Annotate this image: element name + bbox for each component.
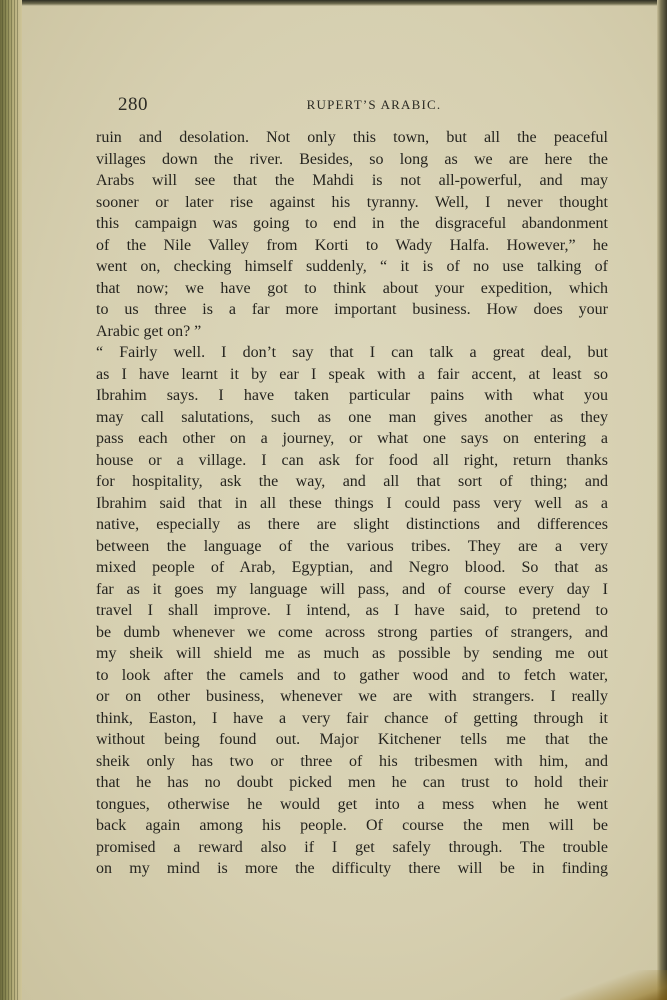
text-line: travel I shall improve. I intend, as I have said, to pretend to <box>96 602 608 619</box>
text-line: tongues, otherwise he would get into a mess when he went <box>96 795 608 813</box>
running-title: RUPERT’S ARABIC. <box>306 97 442 112</box>
binding-texture <box>2 0 18 1000</box>
running-head <box>118 94 630 118</box>
text-line: mixed people of Arab, Egyptian, and Negro blood. So that as <box>96 559 608 576</box>
text-line: this campaign was going to end in the disgraceful abandonment <box>96 215 608 232</box>
page-number: 280 <box>118 94 148 115</box>
text-line: went on, checking himself suddenly, “ it is of no use talking of <box>96 258 608 275</box>
text-line: Arabic get on? ” <box>96 322 202 340</box>
text-line: between the language of the various tribes. They are a very <box>96 537 608 555</box>
text-line: that now; we have got to think about your expedition, which <box>96 279 608 297</box>
text-line: back again among his people. Of course the men will be <box>96 817 608 834</box>
text-line: “ Fairly well. I don’t say that I can talk a great deal, but <box>96 344 608 361</box>
text-line: sooner or later rise against his tyranny. Well, I never thought <box>96 193 608 211</box>
text-line: to us three is a far more important business. How does your <box>96 301 608 318</box>
text-line: or on other business, whenever we are with strangers. I really <box>96 688 608 705</box>
text-line: pass each other on a journey, or what one says on entering a <box>96 430 608 447</box>
text-line: far as it goes my language will pass, and of course every day I <box>96 580 608 598</box>
text-line: my sheik will shield me as much as possible by sending me out <box>96 645 608 662</box>
text-line: think, Easton, I have a very fair chance of getting through it <box>96 709 608 727</box>
book-binding <box>0 0 22 1000</box>
text-line: Ibrahim said that in all these things I could pass very well as a <box>96 494 608 512</box>
text-line: may call salutations, such as one man gives another as they <box>96 408 608 426</box>
body-text <box>96 127 608 880</box>
text-line: promised a reward also if I get safely through. The trouble <box>96 838 608 856</box>
text-line: Ibrahim says. I have taken particular pains with what you <box>96 387 608 404</box>
text-line: house or a village. I can ask for food all right, return thanks <box>96 451 608 469</box>
text-line: to look after the camels and to gather wood and to fetch water, <box>96 666 608 684</box>
text-line: be dumb whenever we come across strong parties of strangers, and <box>96 623 608 641</box>
text-line: native, especially as there are slight distinctions and differences <box>96 516 608 533</box>
text-line: on my mind is more the difficulty there will be in finding <box>96 860 608 877</box>
text-line: of the Nile Valley from Korti to Wady Halfa. However,” he <box>96 236 608 254</box>
text-line: ruin and desolation. Not only this town, but all the peaceful <box>96 129 608 146</box>
text-line: sheik only has two or three of his tribesmen with him, and <box>96 752 608 770</box>
page-corner-shadow <box>560 970 667 1000</box>
text-line: that he has no doubt picked men he can trust to hold their <box>96 774 608 791</box>
page-right-edge <box>657 0 667 1000</box>
text-line: as I have learnt it by ear I speak with a fair accent, at least so <box>96 365 608 383</box>
text-line: Arabs will see that the Mahdi is not all-powerful, and may <box>96 172 608 189</box>
text-line: without being found out. Major Kitchener tells me that the <box>96 731 608 748</box>
text-line: for hospitality, ask the way, and all that sort of thing; and <box>96 473 608 490</box>
text-line: villages down the river. Besides, so long as we are here the <box>96 150 608 168</box>
